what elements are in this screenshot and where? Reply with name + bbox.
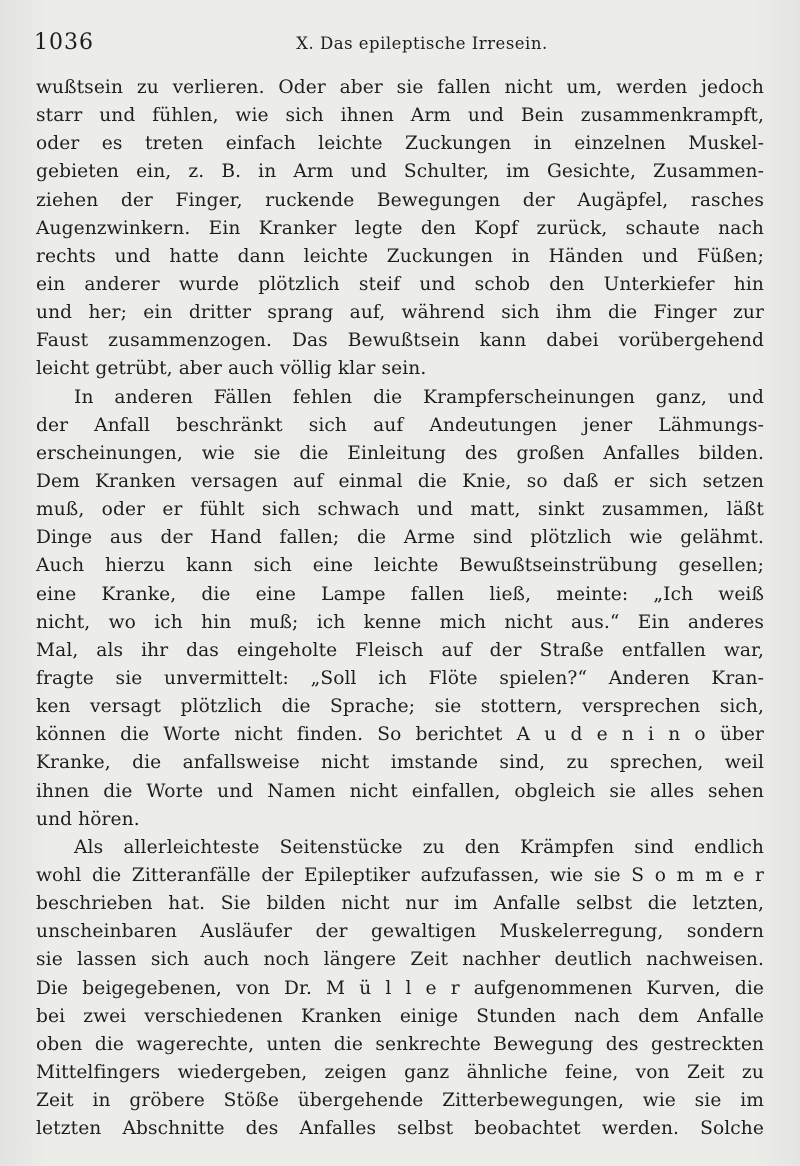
body-text [36,74,764,1143]
text-line: Zeit in gröbere Stöße übergehende Zitterbewegungen, wie sie im [36,1090,764,1112]
text-line: ken versagt plötzlich die Sprache; sie stottern, versprechen sich, [36,696,764,718]
text-line: bei zwei verschiedenen Kranken einige Stunden nach dem Anfalle [36,1005,764,1027]
text-line: erscheinungen, wie sie die Einleitung des großen Anfalles bilden. [36,442,764,464]
text-line: sie lassen sich auch noch längere Zeit nachher deutlich nachweisen. [36,949,764,971]
text-line: der Anfall beschränkt sich auf Andeutungen jener Lähmungs- [36,414,764,436]
text-line: Die beigegebenen, von Dr. M ü l l e r aufgenommenen Kurven, die [36,977,764,999]
running-head [34,30,766,60]
text-line: Auch hierzu kann sich eine leichte Bewußtseinstrübung gesellen; [36,555,764,577]
text-line: oder es treten einfach leichte Zuckungen in einzelnen Muskel- [36,133,764,155]
text-line: muß, oder er fühlt sich schwach und matt, sinkt zusammen, läßt [36,499,764,521]
text-line: Dinge aus der Hand fallen; die Arme sind plötzlich wie gelähmt. [36,527,764,549]
text-line: starr und fühlen, wie sich ihnen Arm und Bein zusammenkrampft, [36,105,764,127]
text-line: beschrieben hat. Sie bilden nicht nur im Anfalle selbst die letzten, [36,893,764,915]
text-line: können die Worte nicht finden. So berichtet A u d e n i n o über [36,724,764,746]
text-line: ihnen die Worte und Namen nicht einfallen, obgleich sie alles sehen [36,780,764,802]
text-line: eine Kranke, die eine Lampe fallen ließ, meinte: „Ich weiß [36,583,764,605]
text-line: und her; ein dritter sprang auf, während sich ihm die Finger zur [36,302,764,324]
text-line: Mittelfingers wiedergeben, zeigen ganz ähnliche feine, von Zeit zu [36,1061,764,1083]
text-line: fragte sie unvermittelt: „Soll ich Flöte spielen?“ Anderen Kran- [36,667,764,689]
text-line: wohl die Zitteranfälle der Epileptiker aufzufassen, wie sie S o m m e r [36,864,764,886]
text-line: Als allerleichteste Seitenstücke zu den Krämpfen sind endlich [74,836,764,858]
text-line: Augenzwinkern. Ein Kranker legte den Kopf zurück, schaute nach [36,217,764,239]
text-line: Dem Kranken versagen auf einmal die Knie, so daß er sich setzen [36,470,764,492]
text-line: ziehen der Finger, ruckende Bewegungen der Augäpfel, rasches [36,189,764,211]
text-line: rechts und hatte dann leichte Zuckungen in Händen und Füßen; [36,245,764,267]
text-line: ein anderer wurde plötzlich steif und schob den Unterkiefer hin [36,273,764,295]
running-title: X. Das epileptische Irresein. [296,34,548,53]
text-line: leicht getrübt, aber auch völlig klar sein. [36,358,427,380]
page-number: 1036 [34,30,94,55]
text-line: unscheinbaren Ausläufer der gewaltigen Muskelerregung, sondern [36,921,764,943]
text-line: gebieten ein, z. B. in Arm und Schulter, im Gesichte, Zusammen- [36,161,764,183]
text-line: In anderen Fällen fehlen die Krampferscheinungen ganz, und [74,386,764,408]
text-line: Mal, als ihr das eingeholte Fleisch auf der Straße entfallen war, [36,639,764,661]
text-line: Kranke, die anfallsweise nicht imstande sind, zu sprechen, weil [36,752,764,774]
text-line: letzten Abschnitte des Anfalles selbst beobachtet werden. Solche [36,1118,764,1140]
text-line: und hören. [36,808,140,830]
text-line: wußtsein zu verlieren. Oder aber sie fallen nicht um, werden jedoch [36,77,764,98]
text-line: oben die wagerechte, unten die senkrechte Bewegung des gestreckten [36,1033,764,1055]
text-line: nicht, wo ich hin muß; ich kenne mich nicht aus.“ Ein anderes [36,611,764,633]
text-line: Faust zusammenzogen. Das Bewußtsein kann dabei vorübergehend [36,330,764,352]
